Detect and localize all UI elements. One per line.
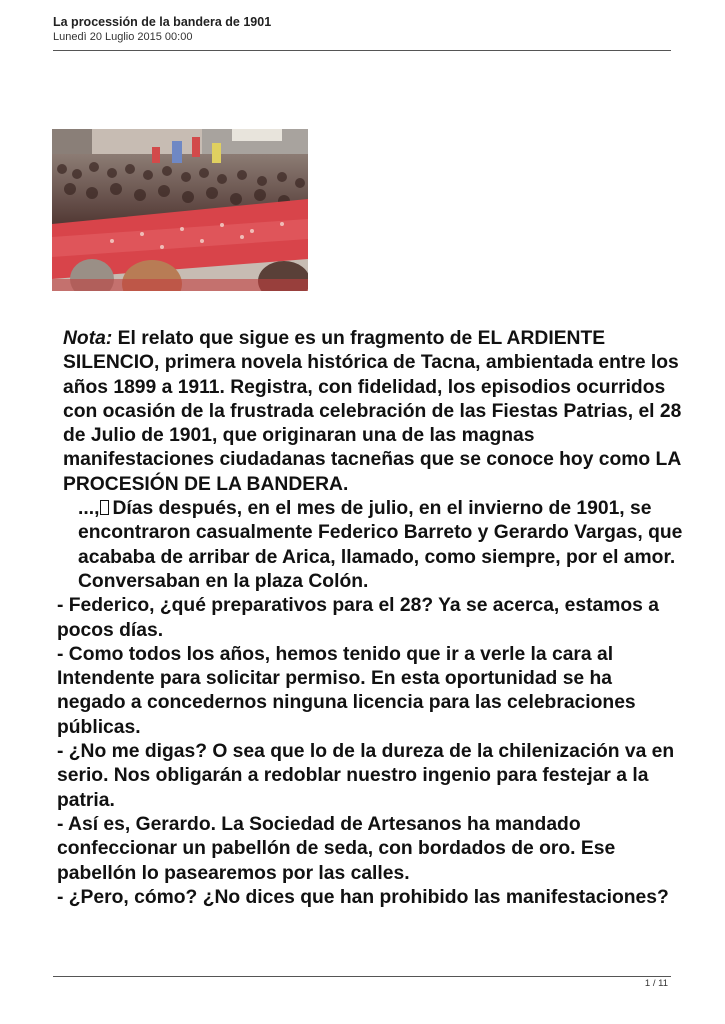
document-header — [53, 14, 673, 44]
intro-prefix: ..., — [78, 498, 100, 520]
note-label: Nota: — [63, 328, 113, 349]
note-paragraph — [53, 327, 683, 497]
page-number: 1 / 11 — [644, 978, 668, 989]
footer-divider — [53, 976, 671, 977]
intro-text: Días después, en el mes de julio, en el invierno de 1901, se encontraron casualmente Federico Barreto y Gerardo Vargas, que acababa de arribar de Arica, llamado, como siempre, por el amor. Conversaban en la plaza Colón. — [78, 498, 683, 592]
intro-paragraph — [53, 497, 683, 594]
dialogue-line: - Federico, ¿qué preparativos para el 28? Ya se acerca, estamos a pocos días. — [57, 595, 659, 641]
crowd-flag-photo — [52, 129, 308, 291]
dialogue-line: - ¿No me digas? O sea que lo de la dureza de la chilenización va en serio. Nos obligarán a redoblar nuestro ingenio para festejar a la patria. — [57, 741, 675, 811]
missing-glyph-icon — [100, 500, 109, 515]
dialogue-line: - Como todos los años, hemos tenido que ir a verle la cara al Intendente para solicitar permiso. En esta oportunidad se ha negado a concedernos ninguna licencia para las celebraciones públicas. — [57, 643, 636, 738]
note-text: El relato que sigue es un fragmento de EL ARDIENTE SILENCIO, primera novela histórica de Tacna, ambientada entre los años 1899 a 1911. Registra, con fidelidad, los episodios ocurridos con ocasión de la frustrada celebración de las Fiestas Patrias, el 28 de Julio de 1901, que originaran una de las magnas manifestaciones ciudadanas tacneñas que se conoce hoy como LA PROCESIÓN DE LA BANDERA. — [63, 328, 682, 495]
dialogue-line: - ¿Pero, cómo? ¿No dices que han prohibido las manifestaciones? — [57, 886, 669, 908]
article-body — [53, 327, 683, 910]
document-title: La processión de la bandera de 1901 — [53, 15, 272, 29]
dialogue-line: - Así es, Gerardo. La Sociedad de Artesanos ha mandado confeccionar un pabellón de seda, con bordados de oro. Ese pabellón lo pasearemos por las calles. — [57, 813, 616, 884]
document-date: Lunedì 20 Luglio 2015 00:00 — [53, 31, 193, 43]
header-divider — [53, 50, 671, 51]
photo-illustration — [52, 129, 308, 291]
